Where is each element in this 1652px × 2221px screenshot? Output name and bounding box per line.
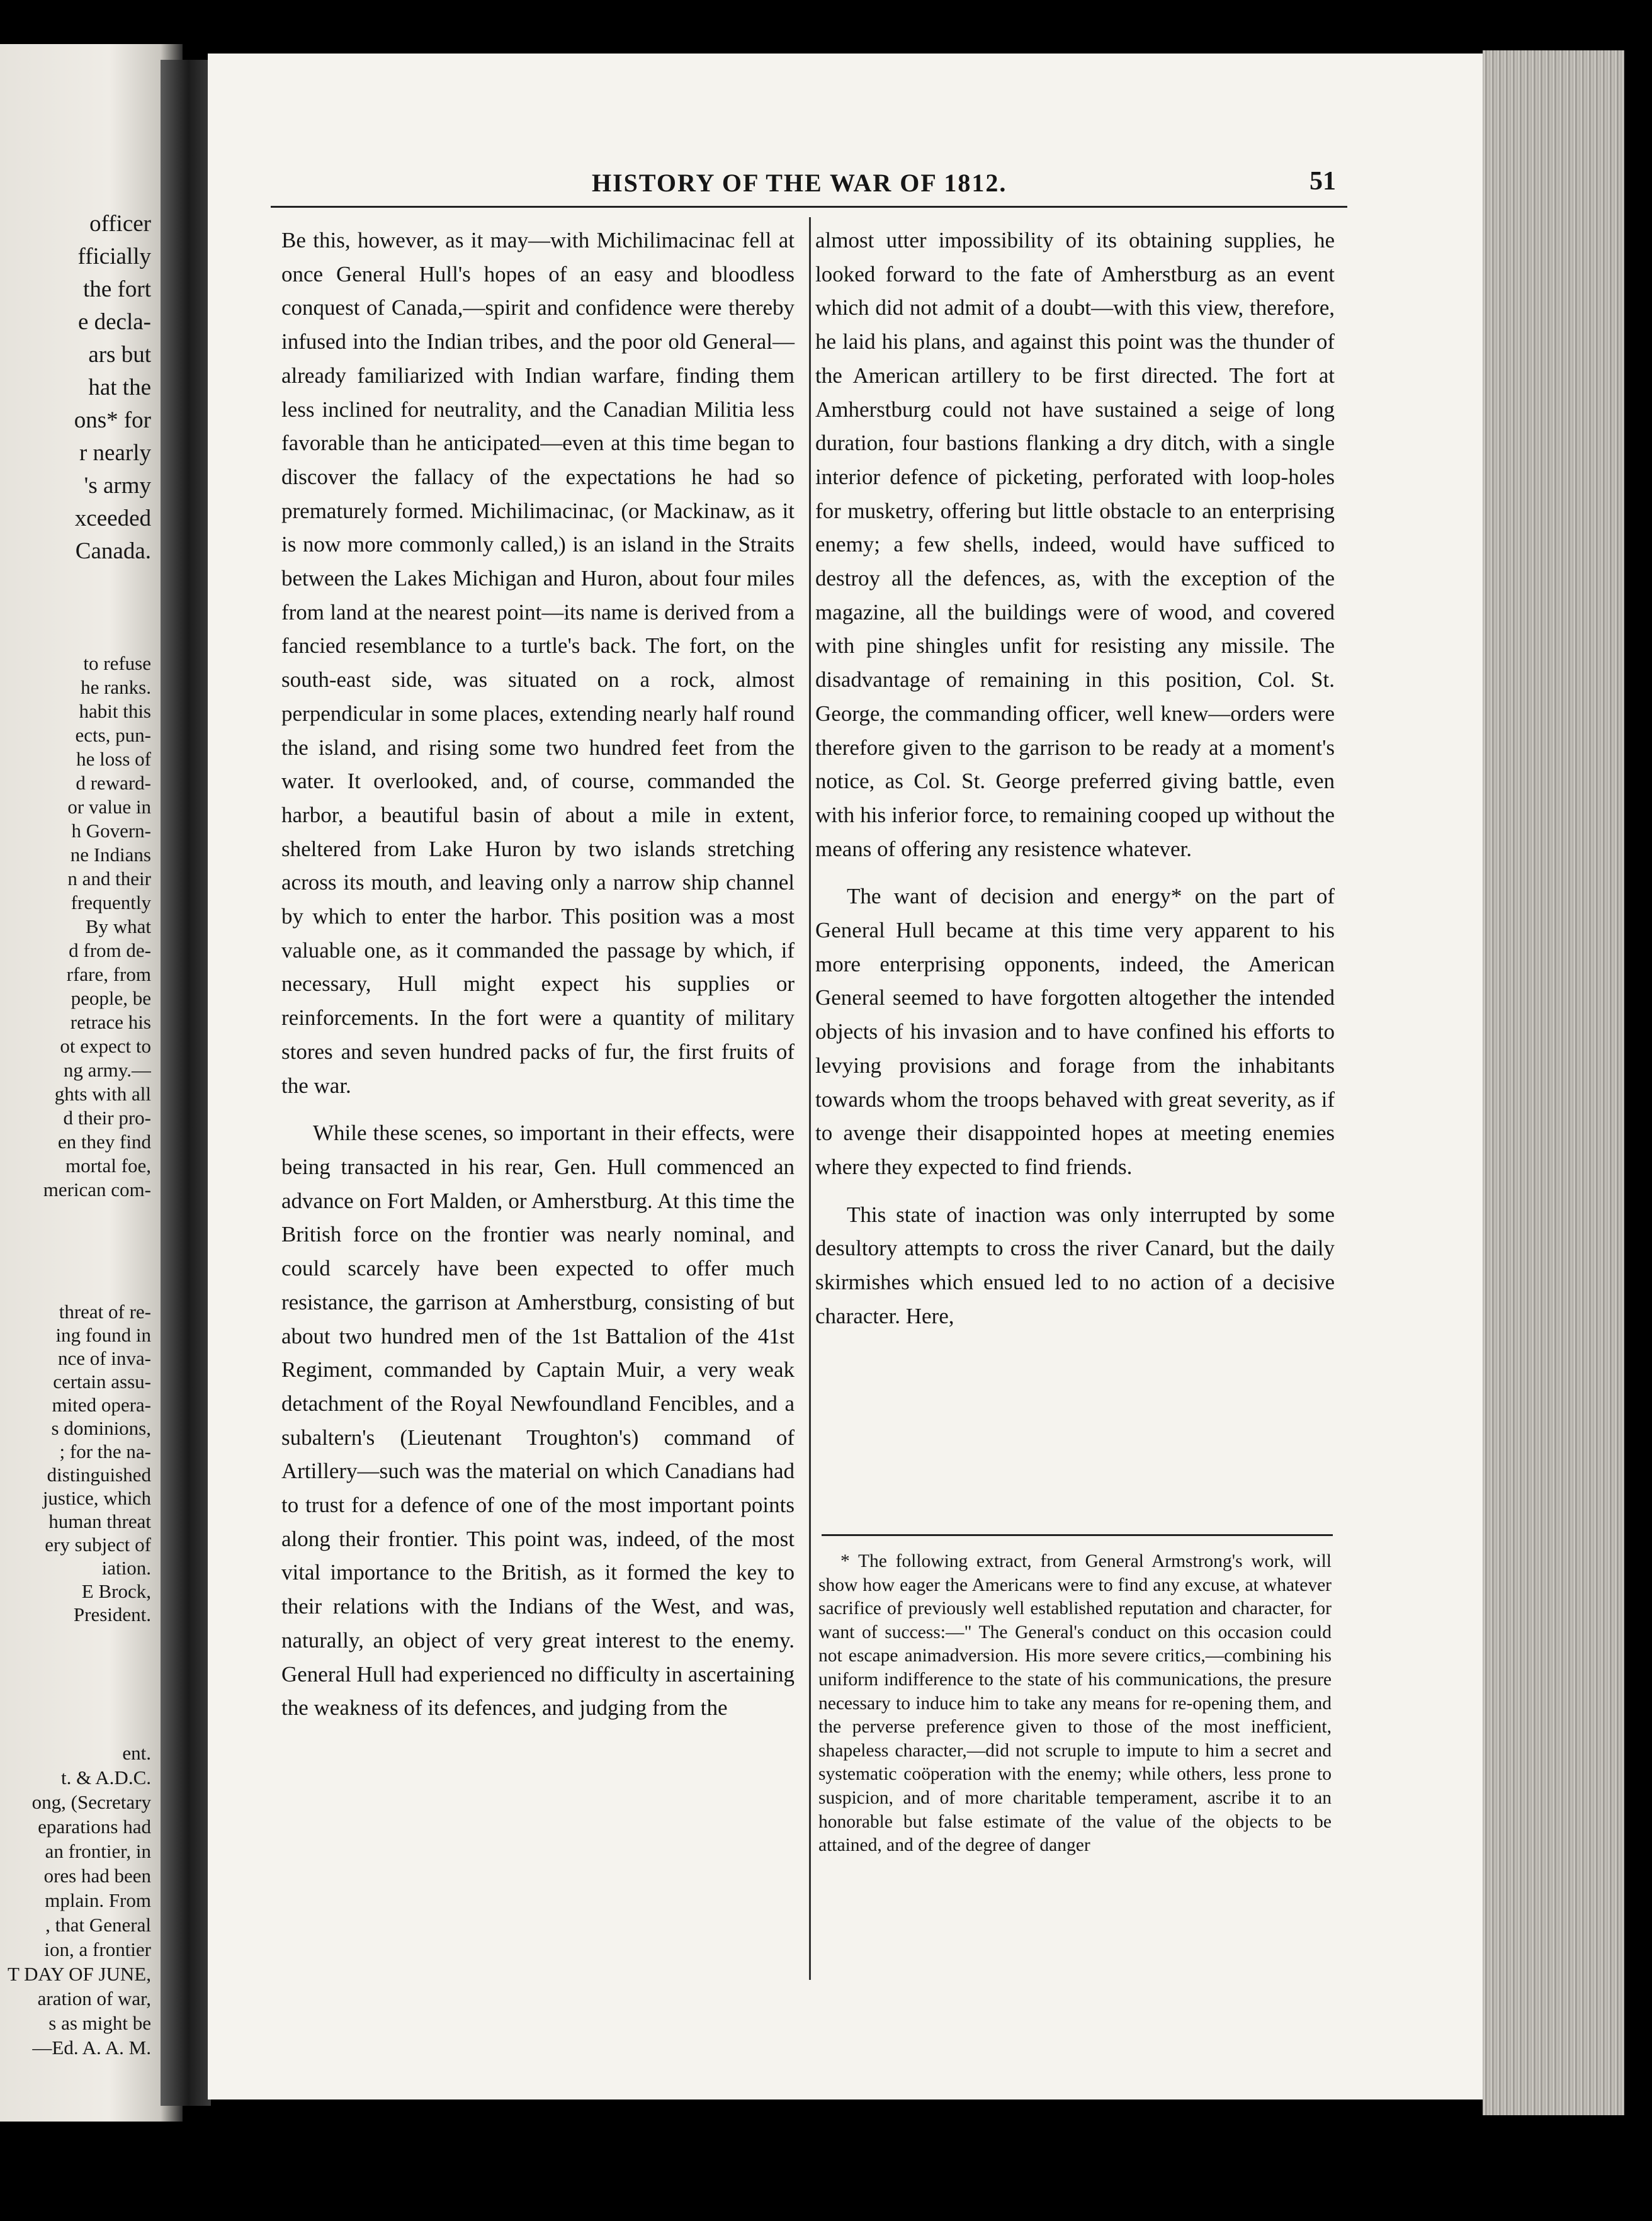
left-text-line: ng army.— [63, 1059, 151, 1081]
left-page-block [0, 1300, 151, 1626]
footnote-text: * The following extract, from General Armstrong's work, will show how eager the Americans were to find any excuse, at whatever sacrifice of previously well established reputation and character, for want of success:—" The General's conduct on this occasion could not escape animadversion. His more severe critics,—combining his uniform indifference to the state of his communications, the presure necessary to induce him to take any means for re-opening them, and the perverse preference given to those of the most inefficient, shapeless character,—did not scruple to impute to him a secret and systematic coöperation with the enemy; while others, less prone to suspicion, and of more charitable temperament, ascribe it to an honorable but false estimate of the value of the objects to be attained, and of the degree of danger [818, 1551, 1332, 1856]
left-text-line: certain assu- [53, 1370, 151, 1393]
left-text-line: —Ed. A. A. M. [32, 2037, 151, 2059]
left-text-line: threat of re- [59, 1301, 151, 1323]
left-text-line: r nearly [79, 440, 151, 466]
left-text-line: ion, a frontier [44, 1938, 151, 1960]
left-text-line: e decla- [77, 309, 151, 335]
left-text-line: justice, which [42, 1487, 151, 1509]
left-text-line: xceeded [74, 506, 151, 531]
page-edges [1483, 50, 1624, 2115]
paragraph: While these scenes, so important in their effects, were being transacted in his rear, Gen. Hull commenced an advance on Fort Malden, or Amherstburg. At this time the British force on the frontier was nearly nominal, and could scarcely have been expected to offer much resistance, the garrison at Amherstburg, consisting of but about two hundred men of the 1st Battalion of the 41st Regiment, commanded by Captain Muir, a very weak detachment of the Royal Newfoundland Fencibles, and a subaltern's (Lieutenant Troughton's) command of Artillery—such was the material on which Canadians had to trust for a defence of one of the most important points along their frontier. This point was, indeed, of the most vital importance to the British, as it formed the key to their relations with the Indians of the West, and was, naturally, an object of very great interest to the enemy. General Hull had experienced no difficulty in ascertaining the weakness of its defences, and judging from the [281, 1121, 795, 1721]
header-rule [271, 206, 1347, 208]
left-page-block [0, 652, 151, 1202]
left-text-line: mited opera- [52, 1394, 151, 1416]
left-text-line: aration of war, [37, 1987, 151, 2009]
left-text-line: ery subject of [45, 1534, 151, 1556]
left-text-line: habit this [79, 700, 151, 722]
left-text-line: he ranks. [81, 676, 151, 698]
left-text-line: iation. [101, 1557, 151, 1579]
left-text-line: President. [73, 1603, 151, 1625]
left-text-line: d from de- [69, 939, 151, 961]
column-rule [809, 217, 811, 1980]
left-text-line: Canada. [75, 538, 151, 564]
left-text-line: ot expect to [60, 1035, 151, 1057]
left-text-line: hat the [88, 375, 151, 400]
left-text-line: to refuse [83, 652, 151, 674]
left-text-line: d their pro- [63, 1107, 151, 1129]
left-text-line: fficially [77, 244, 151, 269]
text-column-right [815, 223, 1335, 1333]
left-text-line: ne Indians [70, 844, 151, 866]
left-text-line: merican com- [43, 1178, 151, 1201]
paragraph: Be this, however, as it may—with Michilimacinac fell at once General Hull's hopes of an easy and bloodless conquest of Canada,—spirit and confidence were thereby infused into the Indian tribes, and the poor old General—already familiarized with Indian warfare, finding them less inclined for neutrality, and the Canadian Militia less favorable than he anticipated—even at this time began to discover the fallacy of the expectations he had so prematurely formed. Michilimacinac, (or Mackinaw, as it is now more commonly called,) is an island in the Straits between the Lakes Michigan and Huron, about four miles from land at the nearest point—its name is derived from a fancied resemblance to a turtle's back. The fort, on the south-east side, was situated on a rock, almost perpendicular in some places, extending nearly half round the island, and rising some two hundred feet from the water. It overlooked, and, of course, commanded the harbor, a beautiful basin of about a mile in extent, sheltered from Lake Huron by two islands stretching across its mouth, and leaving only a narrow ship channel by which to enter the harbor. This position was a most valuable one, as it commanded the passage by which, if necessary, Hull might expect his supplies or reinforcements. In the fort were a quantity of military stores and seven hundred packs of fur, the first fruits of the war. [281, 228, 795, 1098]
left-text-line: ects, pun- [75, 724, 151, 746]
left-text-line: the fort [83, 276, 151, 302]
left-text-line: h Govern- [71, 820, 151, 842]
left-text-line: ent. [122, 1742, 151, 1764]
left-text-line: an frontier, in [45, 1840, 151, 1862]
left-text-line: ing found in [55, 1324, 151, 1346]
left-text-line: t. & A.D.C. [61, 1766, 151, 1789]
left-text-line: people, be [71, 987, 151, 1009]
left-text-line: en they find [57, 1131, 151, 1153]
page-number: 51 [1310, 167, 1336, 196]
left-text-line: ; for the na- [59, 1440, 151, 1462]
left-text-line: retrace his [70, 1011, 151, 1033]
left-text-line: officer [89, 211, 151, 237]
left-text-line: ores had been [43, 1865, 151, 1887]
left-text-line: ars but [88, 342, 151, 368]
left-text-line: n and their [67, 867, 151, 890]
left-text-line: nce of inva- [57, 1347, 151, 1369]
left-text-line: mplain. From [45, 1889, 151, 1911]
left-text-line: ons* for [74, 407, 151, 433]
text-column-left [281, 223, 795, 1725]
left-text-line: By what [85, 915, 151, 937]
left-text-line: he loss of [76, 748, 151, 770]
left-text-line: distinguished [47, 1464, 151, 1486]
left-text-line: 's army [84, 473, 151, 499]
left-page-block [0, 1741, 151, 2060]
footnote-rule [822, 1534, 1333, 1536]
left-text-line: or value in [67, 796, 151, 818]
left-text-line: rfare, from [66, 963, 151, 985]
running-head: HISTORY OF THE WAR OF 1812. [592, 169, 1007, 197]
paragraph: This state of inaction was only interrupted by some desultory attempts to cross the river Canard, but the daily skirmishes which ensued led to no action of a decisive character. Here, [815, 1202, 1335, 1328]
left-text-line: frequently [71, 891, 151, 913]
footnote [818, 1550, 1332, 1858]
left-text-line: s as might be [48, 2012, 151, 2034]
paragraph: almost utter impossibility of its obtaining supplies, he looked forward to the fate of Amherstburg as an event which did not admit of a doubt—with this view, therefore, he laid his plans, and against this point was the thunder of the American artillery to be first directed. The fort at Amherstburg could not have sustained a seige of long duration, four bastions flanking a dry ditch, with a single interior defence of picketing, perforated with loop-holes for musketry, offering but little obstacle to an enterprising enemy; a few shells, indeed, would have sufficed to destroy all the defences, as, with the exception of the magazine, all the buildings were of wood, and covered with pine shingles unfit for resisting any missile. The disadvantage of remaining in this position, Col. St. George, the commanding officer, well knew—orders were therefore given to the garrison to be ready at a moment's notice, as Col. St. George preferred giving battle, even with his inferior force, to remaining cooped up without the means of offering any resistence whatever. [815, 228, 1335, 861]
left-page-block [0, 208, 151, 568]
left-text-line: eparations had [38, 1816, 151, 1838]
paragraph: The want of decision and energy* on the part of General Hull became at this time very apparent to his more enterprising opponents, indeed, the American General seemed to have forgotten altogether the intended objects of his invasion and to have confined his efforts to levying provisions and forage from the inhabitants towards whom the troops behaved with great severity, as if to avenge their disappointed hopes at meeting enemies where they expected to find friends. [815, 884, 1335, 1179]
left-text-line: s dominions, [51, 1417, 151, 1439]
left-text-line: mortal foe, [65, 1155, 151, 1177]
left-text-line: ong, (Secretary [31, 1791, 151, 1813]
left-page-fragment [0, 44, 183, 2122]
left-text-line: ghts with all [54, 1083, 151, 1105]
book-gutter [161, 60, 211, 2106]
left-text-line: human threat [48, 1510, 151, 1532]
left-text-line: E Brock, [81, 1580, 151, 1602]
left-text-line: T DAY OF JUNE, [8, 1963, 151, 1985]
left-text-line: d reward- [76, 772, 151, 794]
left-text-line: , that General [45, 1914, 151, 1936]
